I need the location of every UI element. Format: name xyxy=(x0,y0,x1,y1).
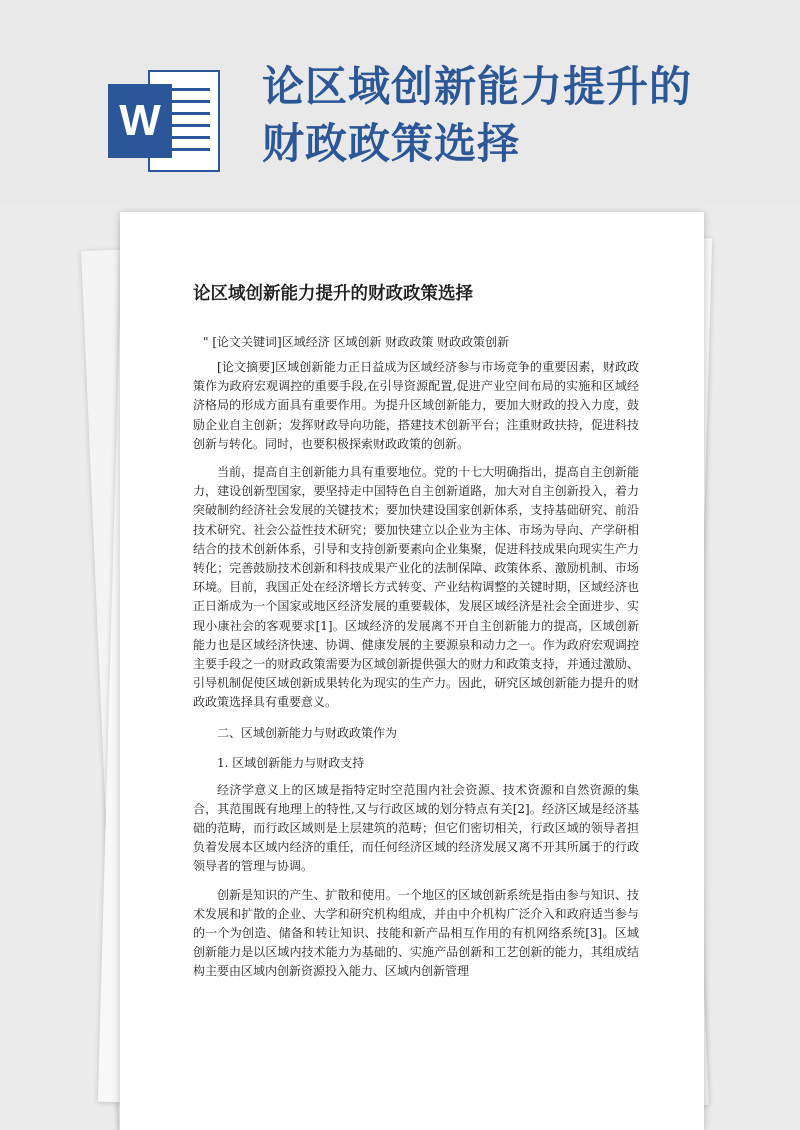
banner-title xyxy=(262,58,782,172)
word-logo-badge: W xyxy=(108,84,172,158)
document-title: 论区域创新能力提升的财政政策选择 xyxy=(193,284,473,304)
body-paragraph: 经济学意义上的区域是指特定时空范围内社会资源、技术资源和自然资源的集合，其范围既有地理上的特性,又与行政区域的划分特点有关[2]。经济区域是经济基础的范畴，而行政区域则是上层建筑的范畴；但它们密切相关，行政区域的领导者担负着发展本区域内经济的重任，而任何经济区域的经济发展又离不开其所属于的行政领导者的管理与协调。 xyxy=(193,782,639,874)
word-document-icon xyxy=(108,70,220,172)
abstract-paragraph: [论文摘要]区域创新能力正日益成为区域经济参与市场竞争的重要因素，财政政策作为政府宏观调控的重要手段,在引导资源配置,促进产业空间布局的实施和区域经济格局的形成方面具有重要作用。为提升区域创新能力，要加大财政的投入力度，鼓励企业自主创新；发挥财政导向功能，搭建技术创新平台；注重财政扶持，促进科技创新与转化。同时，也要积极探索财政政策的创新。 xyxy=(193,360,639,451)
document-page xyxy=(120,212,704,1130)
body-paragraph: 创新是知识的产生、扩散和使用。一个地区的区域创新系统是指由参与知识、技术发展和扩散的企业、大学和研究机构组成，并由中介机构广泛介入和政府适当参与的一个为创造、储备和转让知识、技能和新产品相互作用的有机网络系统[3]。区域创新能力是以区域内技术能力为基础的、实施产品创新和工艺创新的能力，其组成结构主要由区域内创新资源投入能力、区域内创新管理 xyxy=(193,887,639,979)
intro-paragraph: 当前，提高自主创新能力具有重要地位。党的十七大明确指出，提高自主创新能力，建设创新型国家，要坚持走中国特色自主创新道路，加大对自主创新投入，着力突破制约经济社会发展的关键技术；要加快建设国家创新体系，支持基础研究、前沿技术研究、社会公益性技术研究；要加快建立以企业为主体、市场为导向、产学研相结合的技术创新体系，引导和支持创新要素向企业集聚，促进科技成果向现实生产力转化；完善鼓励技术创新和科技成果产业化的法制保障、政策体系、激励机制、市场环境。目前，我国正处在经济增长方式转变、产业结构调整的关键时期，区域经济也正日渐成为一个国家或地区经济发展的重要载体，发展区域经济是社会全面进步、实现小康社会的客观要求[1]。区域经济的发展离不开自主创新能力的提高，区域创新能力也是区域经济快速、协调、健康发展的主要源泉和动力之一。作为政府宏观调控主要手段之一的财政政策需要为区域创新提供强大的财力和政策支持，并通过激励、引导机制促使区域创新成果转化为现实的生产力。因此，研究区域创新能力提升的财政政策选择具有重要意义。 xyxy=(193,465,639,710)
section-heading: 二、区域创新能力与财政政策作为 xyxy=(217,725,398,740)
subsection-heading: 1. 区域创新能力与财政支持 xyxy=(217,755,365,770)
banner-title-line2: 财政政策选择 xyxy=(262,119,521,168)
keywords-line: " [论文关键词]区域经济 区域创新 财政政策 财政政策创新 xyxy=(203,335,510,349)
document-body xyxy=(193,282,639,991)
banner-title-line1: 论区域创新能力提升的 xyxy=(262,62,693,111)
header-banner xyxy=(0,0,800,205)
